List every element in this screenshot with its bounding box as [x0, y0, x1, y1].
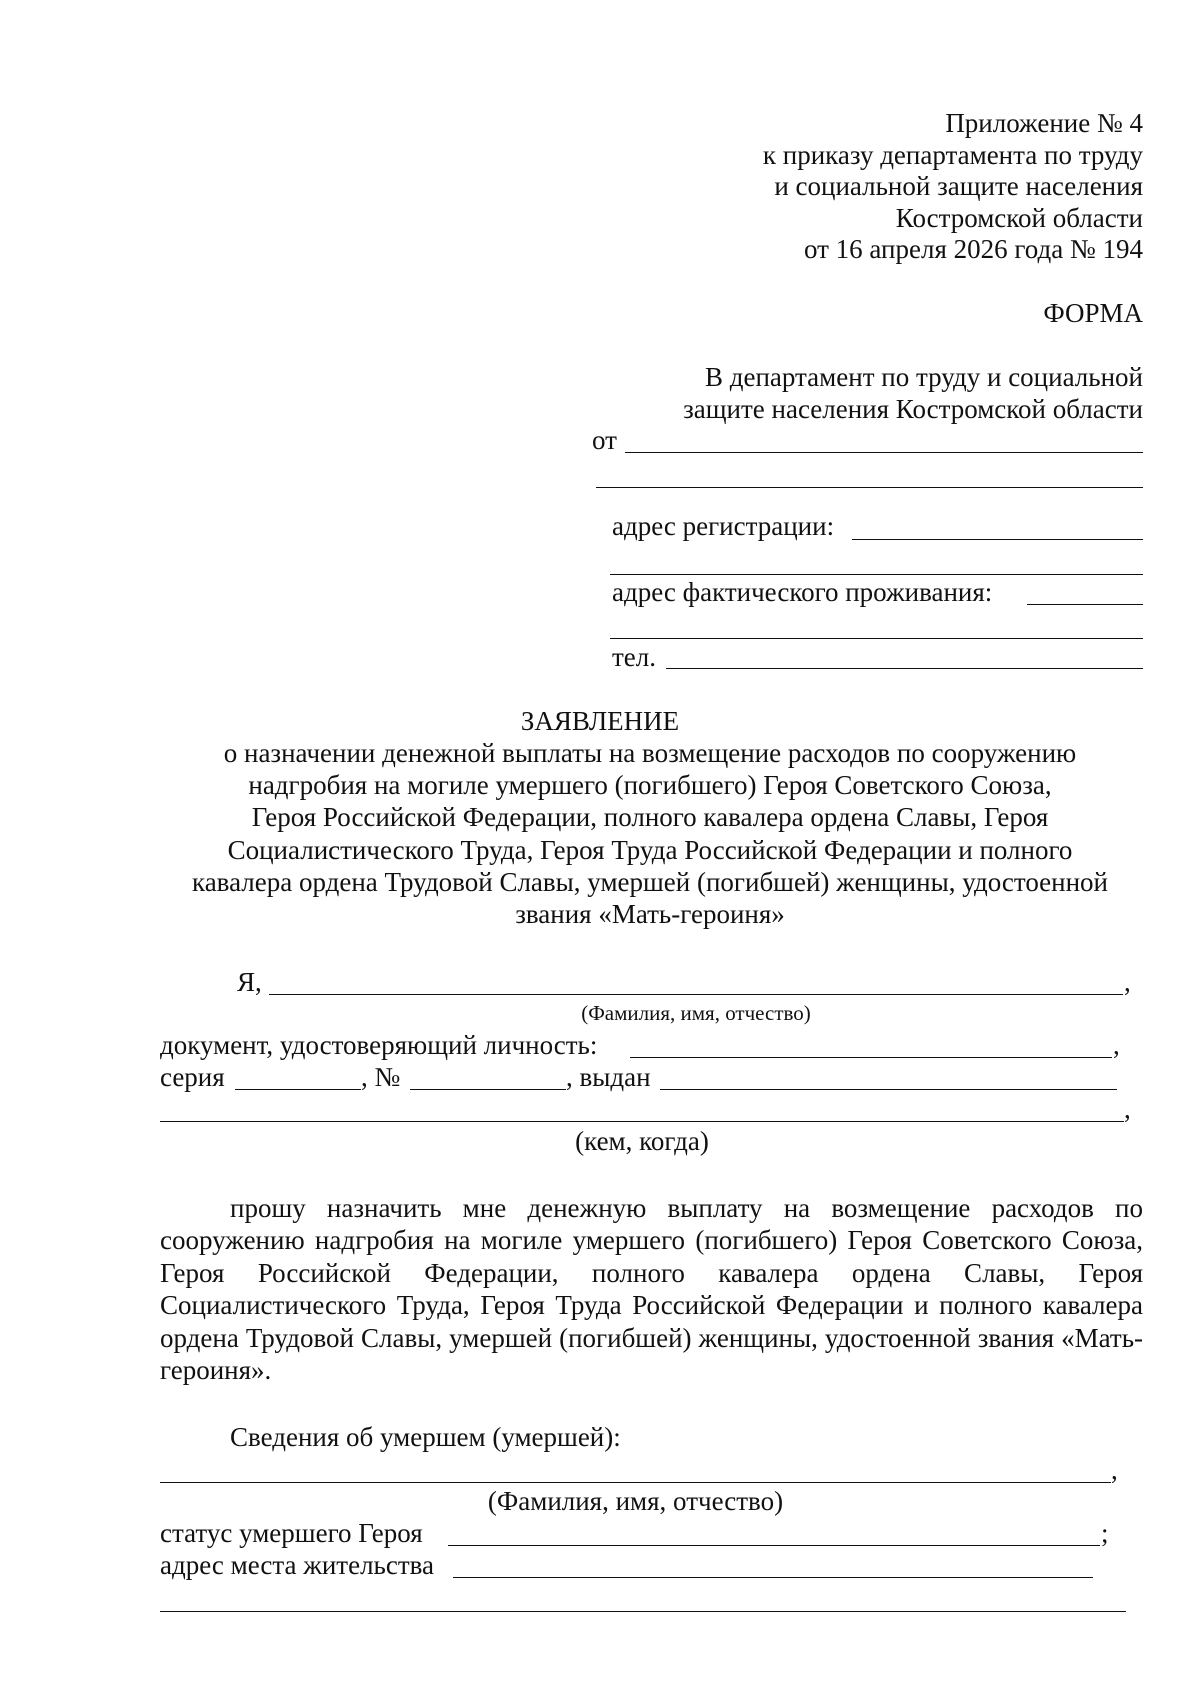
number-label: , №: [361, 1062, 401, 1092]
annex-number: Приложение № 4: [945, 108, 1143, 138]
addressee-line-1: В департамент по труду и социальной: [705, 362, 1143, 392]
from-label: от: [592, 425, 617, 455]
actual-address-field[interactable]: [1027, 604, 1143, 605]
title-line-1: о назначении денежной выплаты на возмещение расходов по сооружению: [223, 738, 1077, 768]
annex-department-line: и социальной защите населения: [774, 171, 1143, 201]
title-line-4: Социалистического Труда, Героя Труда Российской Федерации и полного: [227, 835, 1073, 865]
residence-address-label: адрес места жительства: [160, 1550, 435, 1580]
title-line-5: кавалера ордена Трудовой Славы, умершей (погибшей) женщины, удостоенной: [191, 867, 1109, 897]
issued-field[interactable]: [660, 1089, 1117, 1090]
title-line-2: надгробия на могиле умершего (погибшего) Героя Советского Союза,: [248, 770, 1052, 800]
reg-address-field-continuation[interactable]: [610, 574, 1143, 575]
residence-address-field[interactable]: [453, 1577, 1093, 1578]
deceased-fio-hint: (Фамилия, имя, отчество): [487, 1486, 784, 1516]
deceased-heading: Сведения об умершем (умершей):: [230, 1422, 621, 1452]
phone-label: тел.: [612, 642, 657, 672]
deceased-fio-field[interactable]: [160, 1482, 1111, 1483]
series-field[interactable]: [235, 1089, 361, 1090]
residence-address-field-continuation[interactable]: [160, 1611, 1126, 1612]
from-field-continuation[interactable]: [596, 487, 1143, 488]
applicant-fio-field[interactable]: [269, 994, 1123, 995]
number-field[interactable]: [410, 1089, 566, 1090]
hero-status-semicolon: ;: [1101, 1518, 1109, 1548]
issued-comma: ,: [1124, 1094, 1131, 1124]
applicant-fio-comma: ,: [1124, 967, 1131, 997]
annex-date-line: от 16 апреля 2026 года № 194: [803, 234, 1143, 264]
issued-label: , выдан: [566, 1062, 651, 1092]
annex-order-line: к приказу департамента по труду: [762, 140, 1143, 170]
issued-field-continuation[interactable]: [160, 1121, 1124, 1122]
reg-address-field[interactable]: [852, 539, 1143, 540]
actual-address-field-continuation[interactable]: [610, 638, 1143, 639]
phone-field[interactable]: [666, 668, 1143, 669]
annex-region-line: Костромской области: [895, 203, 1143, 233]
hero-status-label: статус умершего Героя: [160, 1518, 423, 1548]
id-doc-field[interactable]: [630, 1057, 1112, 1058]
document-title: ЗАЯВЛЕНИЕ: [520, 706, 680, 736]
form-label: ФОРМА: [1043, 298, 1143, 328]
addressee-line-2: защите населения Костромской области: [683, 394, 1143, 424]
issued-hint: (кем, когда): [575, 1126, 709, 1156]
title-line-3: Героя Российской Федерации, полного кавалера ордена Славы, Героя: [251, 802, 1049, 832]
id-doc-label: документ, удостоверяющий личность:: [160, 1030, 598, 1060]
series-label: серия: [160, 1062, 225, 1092]
reg-address-label: адрес регистрации:: [612, 511, 835, 541]
applicant-fio-hint: (Фамилия, имя, отчество): [581, 1001, 811, 1025]
i-label: Я,: [237, 967, 262, 997]
deceased-fio-comma: ,: [1111, 1455, 1118, 1485]
id-doc-comma: ,: [1113, 1030, 1120, 1060]
title-line-6: звания «Мать-героиня»: [515, 899, 785, 929]
actual-address-label: адрес фактического проживания:: [612, 577, 993, 607]
hero-status-field[interactable]: [448, 1545, 1100, 1546]
from-field[interactable]: [625, 452, 1143, 453]
request-paragraph: прошу назначить мне денежную выплату на возмещение расходов по сооружению надгробия на могиле умершего (погибшего) Героя Советского Союза, Героя Российской Федерации, полного кавалера ордена Славы, Героя Социалистического Труда, Героя Труда Российской Федерации и полного кавалера ордена Трудовой Славы, умершей (погибшей) женщины, удостоенной звания «Мать-героиня».: [160, 1193, 1143, 1386]
